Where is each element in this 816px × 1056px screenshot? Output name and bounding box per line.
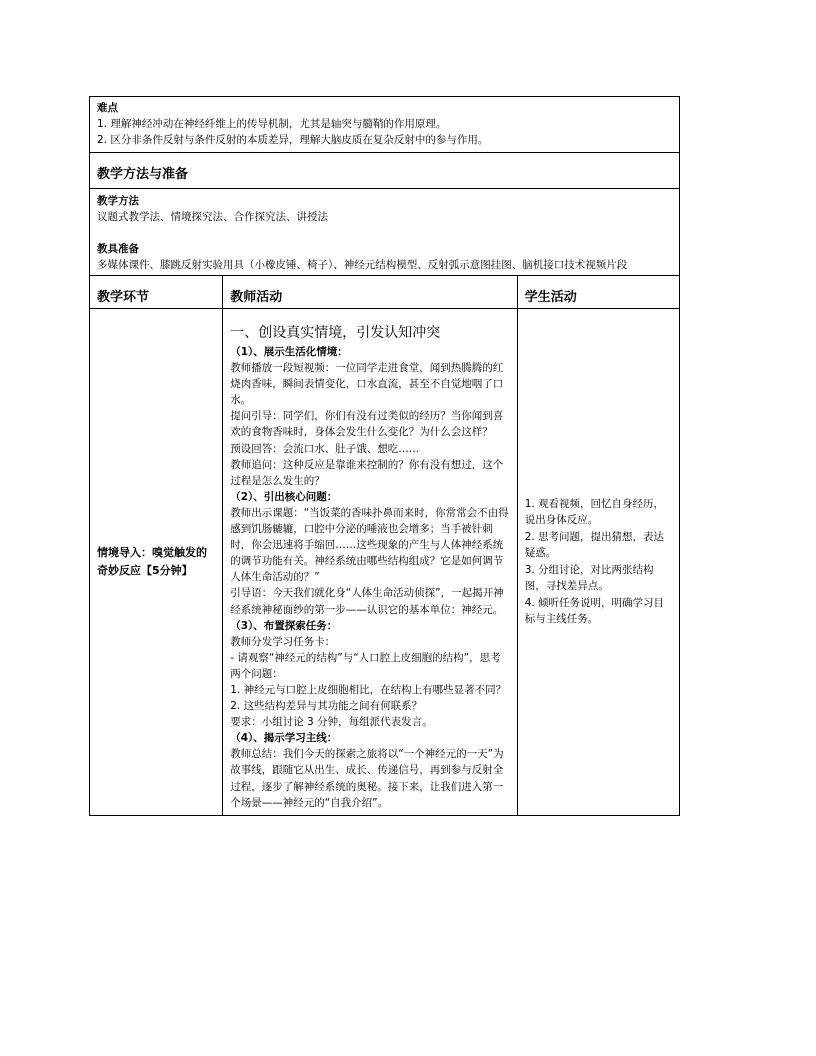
student-activity-item: 3. 分组讨论，对比两张结构图，寻找差异点。 <box>524 563 654 593</box>
methods-row <box>90 189 680 276</box>
stage-cell <box>90 309 223 816</box>
student-activity-item: 1. 观看视频，回忆自身经历，说出身体反应。 <box>524 497 665 527</box>
column-header-row <box>90 276 680 309</box>
teacher-line: 2. 这些结构差异与其功能之间有何联系？ <box>230 700 423 713</box>
student-activity-cell <box>517 309 679 816</box>
difficulty-cell <box>90 97 680 153</box>
teacher-line: 引导语：今天我们就化身“人体生命活动侦探”，一起揭开神经系统神秘面纱的第一步——认识它的基本单位：神经元。 <box>230 587 504 616</box>
subsection-heading: （4）、揭示学习主线： <box>230 732 338 745</box>
methods-cell <box>90 189 680 276</box>
teacher-line: 教师总结：我们今天的探索之旅将以“一个神经元的一天”为故事线，跟随它从出生、成长、传递信号，再到参与反射全过程，逐步了解神经系统的奥秘。接下来，让我们进入第一个场景——神经元的“自我介绍”。 <box>230 748 504 809</box>
teacher-line: 教师分发学习任务卡： <box>230 635 336 648</box>
difficulty-heading: 难点 <box>97 102 118 114</box>
teacher-line: 1. 神经元与口腔上皮细胞相比，在结构上有哪些显著不同？ <box>230 683 507 696</box>
difficulty-item: 1. 理解神经冲动在神经纤维上的传导机制，尤其是轴突与髓鞘的作用原理。 <box>97 118 447 130</box>
method-heading: 教学方法 <box>97 195 139 207</box>
student-activity-list <box>518 496 679 628</box>
column-header-teacher: 教师活动 <box>223 276 517 309</box>
teacher-line: 要求：小组讨论 3 分钟，每组派代表发言。 <box>230 716 433 729</box>
column-header-stage: 教学环节 <box>90 276 223 309</box>
lesson-plan-table <box>89 96 680 816</box>
student-activity-item: 4. 倾听任务说明，明确学习目标与主线任务。 <box>524 596 665 626</box>
tools-heading: 教具准备 <box>97 243 139 255</box>
difficulty-row <box>90 97 680 153</box>
methods-section-title: 教学方法与准备 <box>90 153 680 189</box>
teacher-activity-cell <box>223 309 517 816</box>
subsection-heading: （2）、引出核心问题： <box>230 490 338 503</box>
teacher-line: 教师播放一段短视频：一位同学走进食堂，闻到热腾腾的红烧肉香味，瞬间表情变化，口水直流，甚至不自觉地咽了口水。 <box>230 362 504 407</box>
activity-row <box>90 309 680 816</box>
teacher-line: - 请观察“神经元的结构”与“人口腔上皮细胞的结构”，思考两个问题： <box>230 651 501 680</box>
student-activity-item: 2. 思考问题，提出猜想，表达疑惑。 <box>524 530 665 560</box>
teacher-line: 提问引导：同学们，你们有没有过类似的经历？当你闻到喜欢的食物香味时，身体会发生什么变化？为什么会这样？ <box>230 410 504 439</box>
teacher-activity-title: 一、创设真实情境，引发认知冲突 <box>230 325 441 341</box>
subsection-heading: （3）、布置探索任务： <box>230 619 338 632</box>
method-text: 议题式教学法、情境探究法、合作探究法、讲授法 <box>97 211 328 223</box>
difficulty-item: 2. 区分非条件反射与条件反射的本质差异，理解大脑皮质在复杂反射中的参与作用。 <box>97 134 489 146</box>
stage-label: 情境导入：嗅觉触发的奇妙反应【5分钟】 <box>97 545 207 577</box>
methods-title-row <box>90 153 680 189</box>
teacher-line: 教师出示课题：“当饭菜的香味扑鼻而来时，你常常会不由得感到饥肠辘辘，口腔中分泌的唾液也会增多；当手被针刺时，你会迅速将手缩回……这些现象的产生与人体神经系统的调节功能有关。神经系统由哪些结构组成？它是如何调节人体生命活动的？” <box>230 506 509 584</box>
subsection-heading: （1）、展示生活化情境： <box>230 346 348 358</box>
tools-text: 多媒体课件、膝跳反射实验用具（小橡皮锤、椅子）、神经元结构模型、反射弧示意图挂图、脑机接口技术视频片段 <box>97 259 628 271</box>
column-header-student: 学生活动 <box>517 276 679 309</box>
lesson-plan-page <box>89 96 680 816</box>
teacher-line: 预设回答：会流口水、肚子饿、想吃…… <box>230 442 420 455</box>
teacher-line: 教师追问：这种反应是靠谁来控制的？你有没有想过，这个过程是怎么发生的？ <box>230 458 504 487</box>
